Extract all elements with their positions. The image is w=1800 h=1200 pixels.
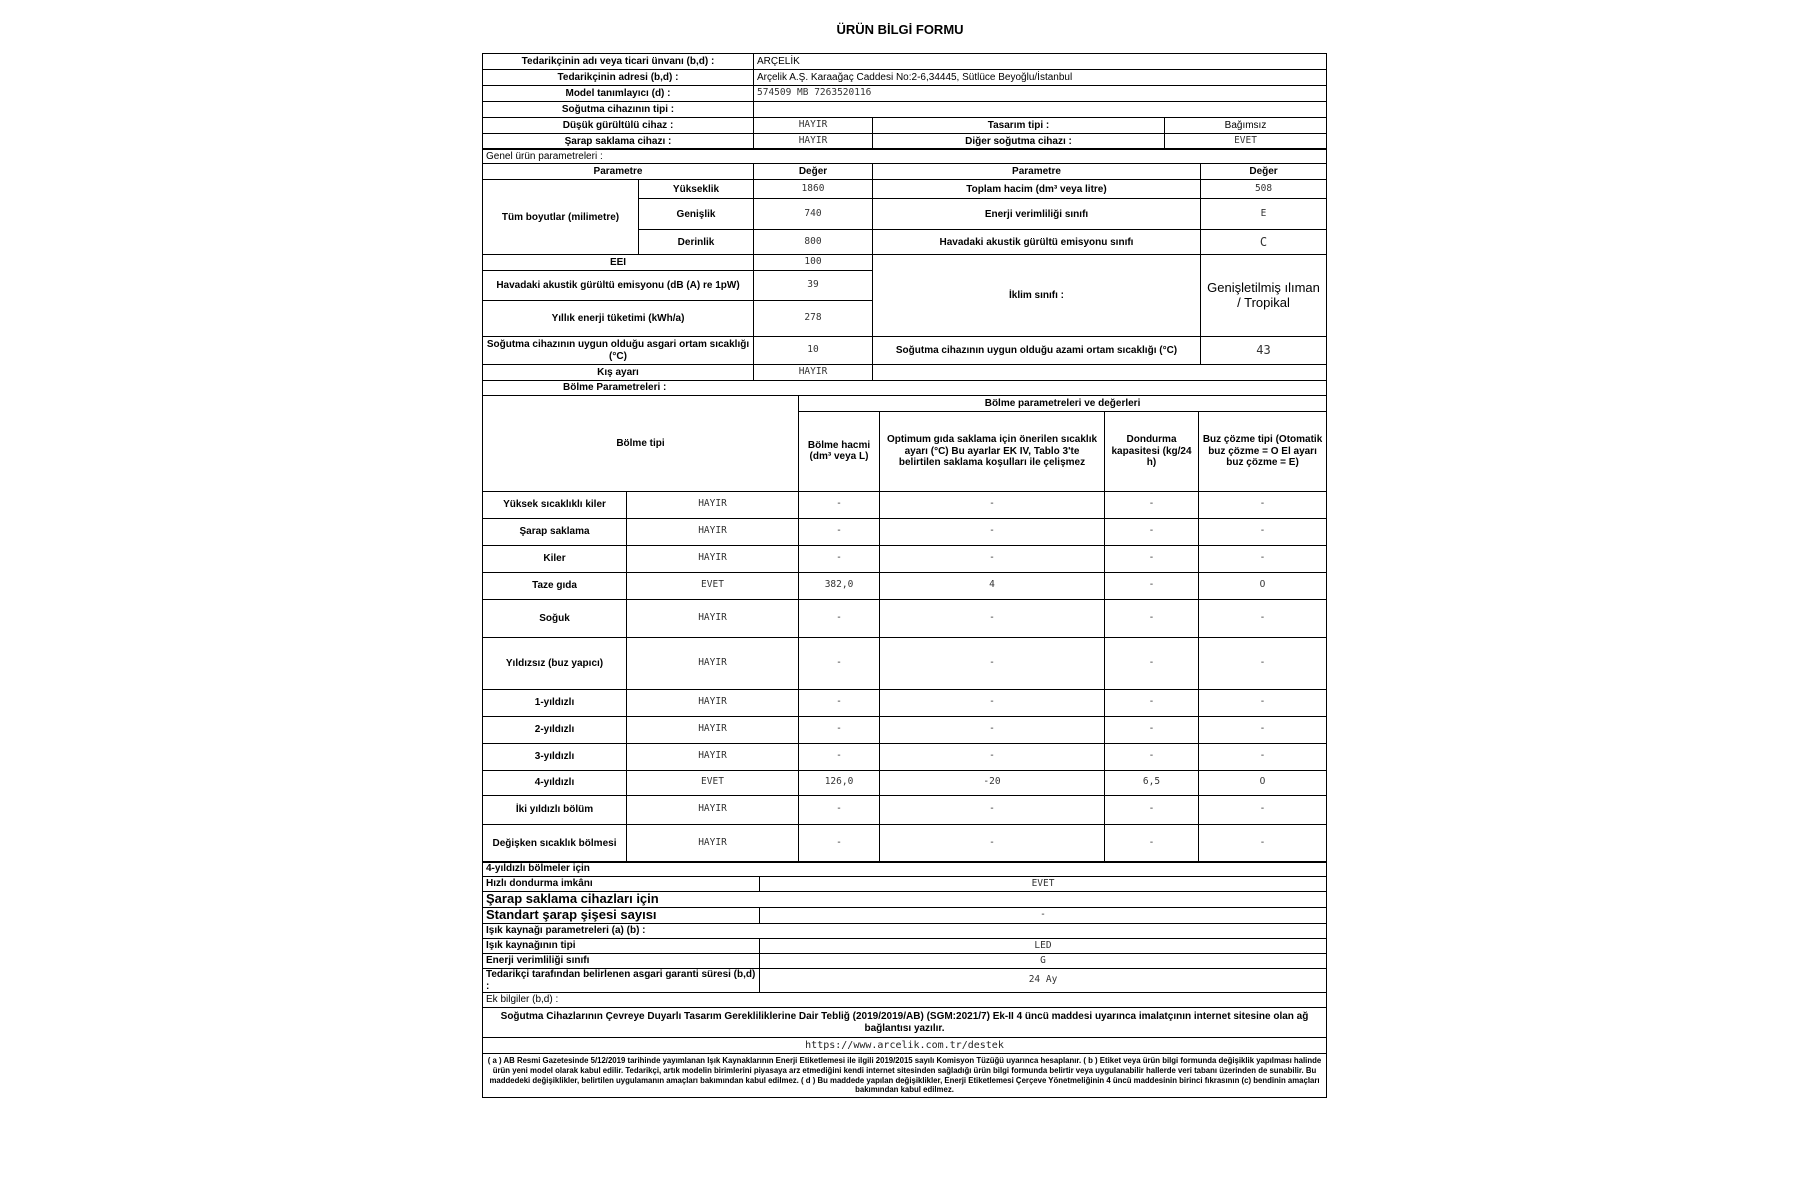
low-noise-value: HAYIR (754, 118, 873, 134)
compartment-temperature: - (880, 795, 1105, 824)
general-section-label: Genel ürün parametreleri : (483, 149, 1327, 164)
compartment-temperature: - (880, 491, 1105, 518)
supplier-name-label: Tedarikçinin adı veya ticari ünvanı (b,d) : (483, 54, 754, 70)
compartment-row (483, 637, 1327, 689)
compartment-group-header: Bölme parametreleri ve değerleri (799, 395, 1327, 411)
compartment-freeze-capacity: - (1105, 545, 1199, 572)
compartment-freeze-capacity: - (1105, 716, 1199, 743)
compartment-defrost-type: - (1199, 518, 1327, 545)
compartment-present: HAYIR (627, 716, 799, 743)
support-url[interactable]: https://www.arcelik.com.tr/destek (483, 1038, 1327, 1054)
compartment-name: 3-yıldızlı (483, 743, 627, 770)
compartment-name: Yüksek sıcaklıklı kiler (483, 491, 627, 518)
compartment-present: HAYIR (627, 743, 799, 770)
compartment-present: HAYIR (627, 491, 799, 518)
width-value: 740 (754, 199, 873, 230)
compartment-defrost-type: - (1199, 743, 1327, 770)
total-volume-label: Toplam hacim (dm³ veya litre) (873, 180, 1201, 199)
value-header-right: Değer (1201, 164, 1327, 180)
light-class-label: Enerji verimliliği sınıfı (483, 954, 760, 969)
supplier-name-value: ARÇELİK (754, 54, 1327, 70)
compartment-defrost-type: - (1199, 689, 1327, 716)
compartment-freeze-capacity: - (1105, 599, 1199, 637)
compartment-volume: 126,0 (799, 770, 880, 795)
warranty-label: Tedarikçi tarafından belirlenen asgari garanti süresi (b,d) : (483, 969, 760, 993)
four-star-section-label: 4-yıldızlı bölmeler için (483, 862, 1327, 877)
light-section-label: Işık kaynağı parametreleri (a) (b) : (483, 924, 1327, 939)
compartment-volume: - (799, 637, 880, 689)
wine-storage-value: HAYIR (754, 134, 873, 150)
dimensions-label: Tüm boyutlar (milimetre) (483, 180, 639, 255)
compartment-temperature: -20 (880, 770, 1105, 795)
compartment-temperature: - (880, 743, 1105, 770)
design-type-value: Bağımsız (1165, 118, 1327, 134)
compartment-name: Kiler (483, 545, 627, 572)
compartment-volume: - (799, 599, 880, 637)
compartment-volume: - (799, 518, 880, 545)
compartment-freeze-capacity: - (1105, 689, 1199, 716)
compartment-freeze-capacity: - (1105, 795, 1199, 824)
climate-class-label: İklim sınıfı : (873, 255, 1201, 337)
height-label: Yükseklik (639, 180, 754, 199)
annual-energy-label: Yıllık enerji tüketimi (kWh/a) (483, 301, 754, 337)
freeze-capacity-header: Dondurma kapasitesi (kg/24 h) (1105, 411, 1199, 491)
compartment-temperature: 4 (880, 572, 1105, 599)
height-value: 1860 (754, 180, 873, 199)
wine-storage-label: Şarap saklama cihazı : (483, 134, 754, 150)
warranty-value: 24 Ay (760, 969, 1327, 993)
supplier-table (482, 53, 1327, 150)
compartment-freeze-capacity: - (1105, 824, 1199, 862)
compartment-temperature: - (880, 637, 1105, 689)
compartment-defrost-type: - (1199, 716, 1327, 743)
compartment-name: Taze gıda (483, 572, 627, 599)
compartment-volume: 382,0 (799, 572, 880, 599)
width-label: Genişlik (639, 199, 754, 230)
compartment-present: HAYIR (627, 637, 799, 689)
compartment-temperature: - (880, 716, 1105, 743)
volume-header: Bölme hacmi (dm³ veya L) (799, 411, 880, 491)
compartment-volume: - (799, 716, 880, 743)
compartment-name: Değişken sıcaklık bölmesi (483, 824, 627, 862)
value-header-left: Değer (754, 164, 873, 180)
winter-setting-value: HAYIR (754, 365, 873, 381)
empty-cell (873, 365, 1327, 381)
compartment-defrost-type: - (1199, 637, 1327, 689)
bottom-table (482, 861, 1327, 1098)
compartment-row (483, 518, 1327, 545)
compartment-temperature: - (880, 545, 1105, 572)
regulation-text: Soğutma Cihazlarının Çevreye Duyarlı Tasarım Gerekliliklerine Dair Tebliğ (2019/2019/AB) (SGM:2021/7) Ek-II 4 üncü maddesi uyarınca imalatçının internet sitesine olan ağ bağlantısı yazılır. (483, 1008, 1327, 1038)
compartment-row (483, 824, 1327, 862)
other-appliance-label: Diğer soğutma cihazı : (873, 134, 1165, 150)
compartment-defrost-type: O (1199, 572, 1327, 599)
min-ambient-temp-value: 10 (754, 337, 873, 365)
compartment-volume: - (799, 824, 880, 862)
compartment-name: 2-yıldızlı (483, 716, 627, 743)
compartment-type-header: Bölme tipi (483, 395, 799, 491)
max-ambient-temp-value: 43 (1201, 337, 1327, 365)
footnote-text: ( a ) AB Resmi Gazetesinde 5/12/2019 tarihinde yayımlanan Işık Kaynaklarının Enerji Etiketlemesi ile ilgili 2019/2015 sayılı Komisyon Tüzüğü uyarınca hesaplanır. ( b ) Etiket veya ürün bilgi formunda değişiklik yapılması halinde ürün yeni model olarak kabul edilir. Tedarikçi, artık modelin birimlerini piyasaya arz etmediğini kendi internet sitesinden sağladığı ürün bilgi formunda belirtir veya uygulanabilir hallerde veri tabanı üzerinden de sunabilir. Bu maddedeki değişiklikler, belirtilen uygulamanın amaçları bakımından kabul edilmez. ( d ) Bu maddede yapılan değişiklikler, Enerji Etiketlemesi Çerçeve Yönetmeliğinin 4 üncü maddesinin birinci fıkrasının (c) bendinin amaçları bakımından kabul edilmez. (483, 1054, 1327, 1098)
climate-class-value: Genişletilmiş ılıman / Tropikal (1201, 255, 1327, 337)
compartment-freeze-capacity: 6,5 (1105, 770, 1199, 795)
compartment-name: Soğuk (483, 599, 627, 637)
max-ambient-temp-label: Soğutma cihazının uygun olduğu azami ortam sıcaklığı (°C) (873, 337, 1201, 365)
temperature-header: Optimum gıda saklama için önerilen sıcaklık ayarı (°C) Bu ayarlar EK IV, Tablo 3'te belirtilen saklama koşulları ile çelişmez (880, 411, 1105, 491)
compartment-freeze-capacity: - (1105, 637, 1199, 689)
energy-class-label: Enerji verimliliği sınıfı (873, 199, 1201, 230)
product-info-sheet (482, 53, 1326, 1098)
compartment-defrost-type: - (1199, 824, 1327, 862)
annual-energy-value: 278 (754, 301, 873, 337)
noise-emission-label: Havadaki akustik gürültü emisyonu (dB (A) re 1pW) (483, 271, 754, 301)
compartment-name: İki yıldızlı bölüm (483, 795, 627, 824)
wine-section-label: Şarap saklama cihazları için (483, 892, 1327, 908)
wine-bottles-value: - (760, 908, 1327, 924)
compartment-present: HAYIR (627, 795, 799, 824)
compartment-row (483, 599, 1327, 637)
compartment-row (483, 770, 1327, 795)
compartment-defrost-type: O (1199, 770, 1327, 795)
extra-info-label: Ek bilgiler (b,d) : (483, 993, 1327, 1008)
param-header-right: Parametre (873, 164, 1201, 180)
compartment-row (483, 545, 1327, 572)
compartment-name: 1-yıldızlı (483, 689, 627, 716)
appliance-type-value (754, 102, 1327, 118)
compartment-row (483, 572, 1327, 599)
defrost-type-header: Buz çözme tipi (Otomatik buz çözme = O El ayarı buz çözme = E) (1199, 411, 1327, 491)
low-noise-label: Düşük gürültülü cihaz : (483, 118, 754, 134)
compartment-present: HAYIR (627, 689, 799, 716)
fast-freeze-value: EVET (760, 877, 1327, 892)
model-value: 574509 MB 7263520116 (754, 86, 1327, 102)
compartment-volume: - (799, 743, 880, 770)
compartment-present: HAYIR (627, 545, 799, 572)
compartment-defrost-type: - (1199, 795, 1327, 824)
compartment-row (483, 795, 1327, 824)
compartment-name: Şarap saklama (483, 518, 627, 545)
compartment-temperature: - (880, 824, 1105, 862)
compartment-volume: - (799, 545, 880, 572)
compartment-temperature: - (880, 689, 1105, 716)
fast-freeze-label: Hızlı dondurma imkânı (483, 877, 760, 892)
compartment-freeze-capacity: - (1105, 743, 1199, 770)
compartment-row (483, 716, 1327, 743)
compartment-defrost-type: - (1199, 599, 1327, 637)
compartment-volume: - (799, 795, 880, 824)
min-ambient-temp-label: Soğutma cihazının uygun olduğu asgari ortam sıcaklığı (°C) (483, 337, 754, 365)
compartment-present: HAYIR (627, 599, 799, 637)
compartment-present: EVET (627, 572, 799, 599)
total-volume-value: 508 (1201, 180, 1327, 199)
page-title: ÜRÜN BİLGİ FORMU (836, 22, 964, 37)
compartment-temperature: - (880, 599, 1105, 637)
general-params-table (482, 148, 1327, 381)
supplier-address-value: Arçelik A.Ş. Karaağaç Caddesi No:2-6,34445, Sütlüce Beyoğlu/İstanbul (754, 70, 1327, 86)
compartment-freeze-capacity: - (1105, 572, 1199, 599)
winter-setting-label: Kış ayarı (483, 365, 754, 381)
model-label: Model tanımlayıcı (d) : (483, 86, 754, 102)
compartment-name: Yıldızsız (buz yapıcı) (483, 637, 627, 689)
depth-value: 800 (754, 230, 873, 255)
compartment-section-label: Bölme Parametreleri : (483, 380, 1327, 395)
noise-emission-value: 39 (754, 271, 873, 301)
other-appliance-value: EVET (1165, 134, 1327, 150)
compartment-row (483, 689, 1327, 716)
noise-class-label: Havadaki akustik gürültü emisyonu sınıfı (873, 230, 1201, 255)
compartment-present: EVET (627, 770, 799, 795)
light-class-value: G (760, 954, 1327, 969)
noise-class-value: C (1201, 230, 1327, 255)
supplier-address-label: Tedarikçinin adresi (b,d) : (483, 70, 754, 86)
compartment-present: HAYIR (627, 518, 799, 545)
energy-class-value: E (1201, 199, 1327, 230)
light-type-label: Işık kaynağının tipi (483, 939, 760, 954)
compartment-row (483, 743, 1327, 770)
wine-bottles-label: Standart şarap şişesi sayısı (483, 908, 760, 924)
compartment-freeze-capacity: - (1105, 491, 1199, 518)
compartment-defrost-type: - (1199, 491, 1327, 518)
eei-value: 100 (754, 255, 873, 271)
compartment-row (483, 491, 1327, 518)
compartment-temperature: - (880, 518, 1105, 545)
depth-label: Derinlik (639, 230, 754, 255)
compartment-volume: - (799, 689, 880, 716)
compartment-present: HAYIR (627, 824, 799, 862)
compartment-defrost-type: - (1199, 545, 1327, 572)
compartment-freeze-capacity: - (1105, 518, 1199, 545)
param-header-left: Parametre (483, 164, 754, 180)
design-type-label: Tasarım tipi : (873, 118, 1165, 134)
compartment-table (482, 380, 1327, 863)
appliance-type-label: Soğutma cihazının tipi : (483, 102, 754, 118)
eei-label: EEI (483, 255, 754, 271)
compartment-volume: - (799, 491, 880, 518)
compartment-name: 4-yıldızlı (483, 770, 627, 795)
light-type-value: LED (760, 939, 1327, 954)
